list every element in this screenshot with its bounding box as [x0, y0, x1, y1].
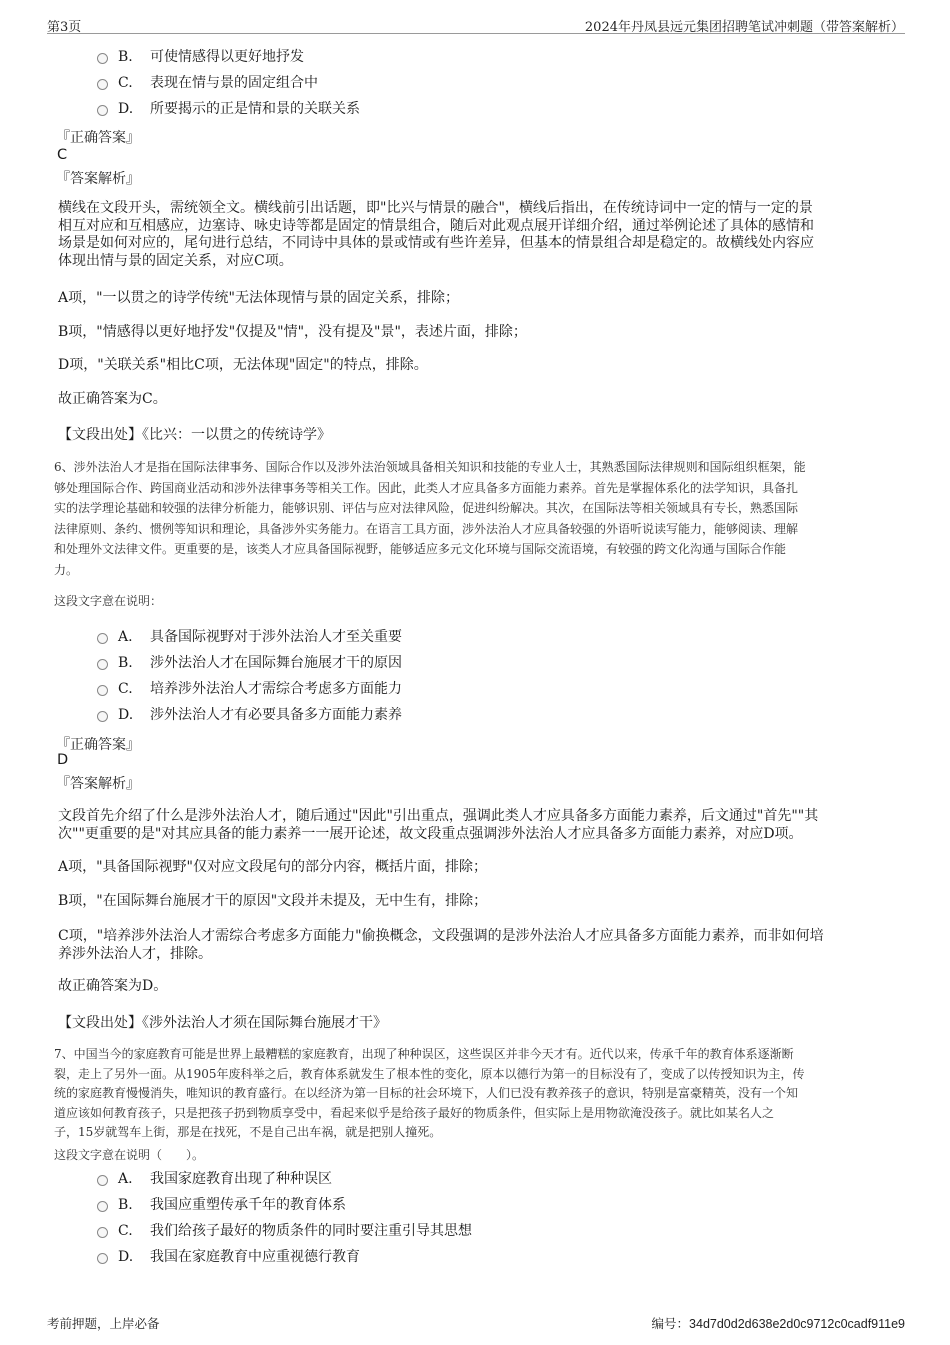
- answer-label: 『正确答案』: [56, 130, 140, 146]
- option-d[interactable]: D. 所要揭示的正是情和景的关联关系: [97, 100, 360, 118]
- analysis-option-c: C项，"培养涉外法治人才需综合考虑多方面能力"偷换概念，文段强调的是涉外法治人才应具备多方面能力素养，而非如何培 养涉外法治人才，排除。: [58, 928, 824, 962]
- radio-icon[interactable]: [97, 79, 108, 90]
- conclusion: 故正确答案为C。: [58, 391, 167, 407]
- option-b[interactable]: B. 可使情感得以更好地抒发: [97, 48, 304, 66]
- radio-icon[interactable]: [97, 1253, 108, 1264]
- question-stem: 这段文字意在说明（ ）。: [54, 1148, 205, 1162]
- radio-icon[interactable]: [97, 1201, 108, 1212]
- analysis-option-a: A项，"具备国际视野"仅对应文段尾句的部分内容，概括片面，排除；: [58, 859, 487, 875]
- footer-slogan: 考前押题，上岸必备: [47, 1316, 160, 1331]
- radio-icon[interactable]: [97, 633, 108, 644]
- analysis-option-b: B项，"情感得以更好地抒发"仅提及"情"，没有提及"景"，表述片面，排除；: [58, 324, 527, 340]
- radio-icon[interactable]: [97, 659, 108, 670]
- analysis-label: 『答案解析』: [56, 776, 140, 792]
- option-a[interactable]: A. 具备国际视野对于涉外法治人才至关重要: [97, 628, 402, 646]
- correct-answer: D: [57, 752, 69, 768]
- analysis-paragraph: 横线在文段开头，需统领全文。横线前引出话题，即"比兴与情景的融合"，横线后指出，在传统诗词中一定的情与一定的景 相互对应和互相感应，边塞诗、咏史诗等都是固定的情景组合，随后对此观点展开详细介绍，通过举例论述了具体的感情和 场景是如何对应的，尾句进行总结，不同诗中具体的景或情或有些许差异，但基本的情景组合却是稳定的。故横线处内容应 体现出情与景的固定关系，对应C项。: [58, 200, 814, 269]
- code-label: 编号：: [651, 1316, 690, 1331]
- analysis-option-d: D项，"关联关系"相比C项，无法体现"固定"的特点，排除。: [58, 357, 428, 373]
- correct-answer: C: [57, 147, 68, 163]
- analysis-label: 『答案解析』: [56, 171, 140, 187]
- option-a[interactable]: A. 我国家庭教育出现了种种误区: [97, 1170, 332, 1188]
- page-number: 第3页: [47, 20, 82, 35]
- option-d[interactable]: D. 我国在家庭教育中应重视德行教育: [97, 1248, 360, 1266]
- question-passage: 7、中国当今的家庭教育可能是世界上最糟糕的家庭教育，出现了种种误区，这些误区并非今天才有。近代以来，传承千年的教育体系逐渐断 裂，走上了另外一面。从1905年废科举之后，教育体系就发生了根本性的变化，原本以德行为第一的目标没有了，变成了以传授知识为主，传 统的家庭教育慢慢消失，唯知识的教育盛行。在以经济为第一目标的社会环境下，人们已没有教养孩子的意识，特别是富豪精英，没有一个知 道应该如何教育孩子，只是把孩子扔到物质享受中，看起来似乎是给孩子最好的物质条件，但实际上是用物欲淹没孩子。就比如某名人之 子，15岁就驾车上街，那是在找死，不是自己出车祸，就是把别人撞死。: [54, 1047, 805, 1140]
- radio-icon[interactable]: [97, 1227, 108, 1238]
- option-d[interactable]: D. 涉外法治人才有必要具备多方面能力素养: [97, 706, 402, 724]
- option-b[interactable]: B. 涉外法治人才在国际舞台施展才干的原因: [97, 654, 402, 672]
- code-value: 34d7d0d2d638e2d0c9712c0cadf911e9: [689, 1317, 905, 1331]
- source-citation: 【文段出处】《涉外法治人才须在国际舞台施展才干》: [58, 1015, 387, 1031]
- radio-icon[interactable]: [97, 685, 108, 696]
- footer-code: [652, 1314, 905, 1332]
- analysis-option-a: A项，"一以贯之的诗学传统"无法体现情与景的固定关系，排除；: [58, 290, 459, 306]
- document-title: 2024年丹凤县远元集团招聘笔试冲刺题（带答案解析）: [584, 20, 904, 35]
- radio-icon[interactable]: [97, 711, 108, 722]
- radio-icon[interactable]: [97, 105, 108, 116]
- option-c[interactable]: C. 我们给孩子最好的物质条件的同时要注重引导其思想: [97, 1222, 472, 1240]
- option-c[interactable]: C. 培养涉外法治人才需综合考虑多方面能力: [97, 680, 402, 698]
- conclusion: 故正确答案为D。: [58, 978, 168, 994]
- analysis-paragraph: 文段首先介绍了什么是涉外法治人才，随后通过"因此"引出重点，强调此类人才应具备多方面能力素养，后文通过"首先""其 次""更重要的是"对其应具备的能力素养一一展开论述，故文段重点强调涉外法治人才应具备多方面能力素养，对应D项。: [58, 808, 819, 842]
- question-stem: 这段文字意在说明：: [54, 594, 163, 608]
- radio-icon[interactable]: [97, 1175, 108, 1186]
- header-divider: [47, 33, 905, 34]
- option-c[interactable]: C. 表现在情与景的固定组合中: [97, 74, 318, 92]
- question-passage: 6、涉外法治人才是指在国际法律事务、国际合作以及涉外法治领域具备相关知识和技能的专业人士，其熟悉国际法律规则和国际组织框架，能 够处理国际合作、跨国商业活动和涉外法律事务等相关工作。因此，此类人才应具备多方面能力素养。首先是掌握体系化的法学知识，具备扎 实的法学理论基础和较强的法律分析能力，能够识别、评估与应对法律风险，促进纠纷解决。其次，在国际法等相关领域具有专长，熟悉国际 法律原则、条约、惯例等知识和理论，具备涉外实务能力。在语言工具方面，涉外法治人才应具备较强的外语听说读写能力，能够阅读、理解 和处理外文法律文件。更重要的是，该类人才应具备国际视野，能够适应多元文化环境与国际交流语境，有较强的跨文化沟通与国际合作能 力。: [54, 460, 806, 577]
- option-b[interactable]: B. 我国应重塑传承千年的教育体系: [97, 1196, 346, 1214]
- analysis-option-b: B项，"在国际舞台施展才干的原因"文段并未提及，无中生有，排除；: [58, 893, 488, 909]
- answer-label: 『正确答案』: [56, 737, 140, 753]
- radio-icon[interactable]: [97, 53, 108, 64]
- source-citation: 【文段出处】《比兴：一以贯之的传统诗学》: [58, 427, 331, 443]
